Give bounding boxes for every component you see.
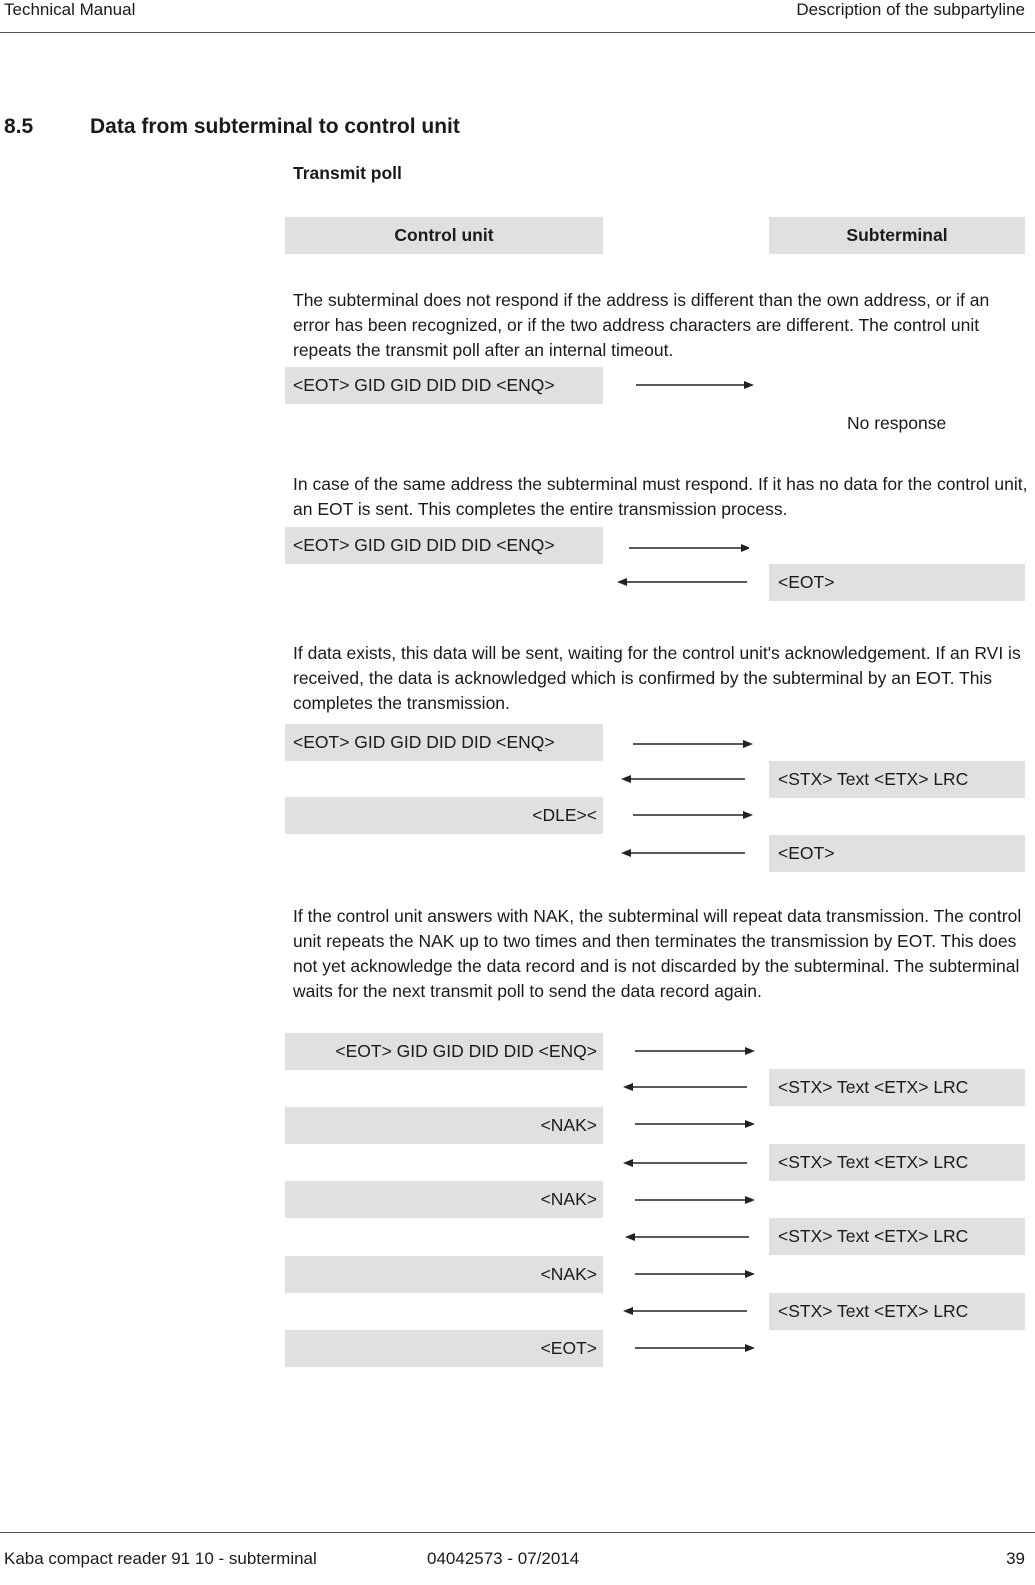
section-title: Data from subterminal to control unit [90, 115, 460, 138]
footer-product: Kaba compact reader 91 10 - subterminal [4, 1549, 317, 1568]
footer-doc-number: 04042573 - 07/2014 [427, 1549, 580, 1568]
arrow-right [635, 1269, 755, 1279]
subheading: Transmit poll [293, 163, 402, 183]
header-left: Technical Manual [4, 0, 136, 19]
message-stx: <STX> Text <ETX> LRC [769, 761, 1025, 798]
paragraph-no-response: The subterminal does not respond if the address is different than the own address, or if an error has been recognized, or if the two address characters are different. The control unit repeats the transmit poll after an internal timeout. [293, 290, 990, 360]
message-stx: <STX> Text <ETX> LRC [769, 1218, 1025, 1255]
column-control-unit: Control unit [285, 217, 603, 254]
arrow-left [623, 1306, 747, 1316]
arrow-left [617, 577, 747, 587]
arrow-left [625, 1232, 749, 1242]
message-nak: <NAK> [285, 1256, 603, 1293]
paragraph-data-exists: If data exists, this data will be sent, waiting for the control unit's acknowledgement. If an RVI is received, the data is acknowledged which is confirmed by the subterminal by an EOT. This completes the transmission. [293, 643, 1021, 713]
section-number: 8.5 [4, 115, 34, 138]
message-eot: <EOT> [769, 835, 1025, 872]
header-right: Description of the subpartyline [796, 0, 1025, 19]
message-nak: <NAK> [285, 1107, 603, 1144]
message-dle: <DLE>< [285, 797, 603, 834]
arrow-right [633, 739, 753, 749]
message-eot: <EOT> [285, 1330, 603, 1367]
message-poll: <EOT> GID GID DID DID <ENQ> [285, 527, 603, 564]
message-poll: <EOT> GID GID DID DID <ENQ> [285, 724, 603, 761]
page-number: 39 [1006, 1549, 1025, 1568]
message-eot: <EOT> [769, 564, 1025, 601]
arrow-right [629, 543, 749, 553]
arrow-right [635, 1195, 755, 1205]
no-response-label: No response [847, 413, 947, 433]
arrow-right [635, 1343, 755, 1353]
arrow-left [621, 848, 745, 858]
paragraph-nak: If the control unit answers with NAK, the subterminal will repeat data transmission. The control unit repeats the NAK up to two times and then terminates the transmission by EOT. This does not yet acknowledge the data record and is not discarded by the subterminal. The subterminal waits for the next transmit poll to send the data record again. [293, 906, 1022, 1001]
arrow-left [623, 1158, 747, 1168]
message-stx: <STX> Text <ETX> LRC [769, 1144, 1025, 1181]
arrow-right [635, 1119, 755, 1129]
arrow-left [623, 1082, 747, 1092]
message-nak: <NAK> [285, 1181, 603, 1218]
arrow-left [621, 774, 745, 784]
message-poll: <EOT> GID GID DID DID <ENQ> [285, 1033, 603, 1070]
arrow-right [633, 810, 753, 820]
message-stx: <STX> Text <ETX> LRC [769, 1069, 1025, 1106]
footer-rule [0, 1532, 1035, 1533]
column-subterminal: Subterminal [769, 217, 1025, 254]
arrow-right [636, 380, 756, 390]
arrow-right [635, 1046, 755, 1056]
paragraph-eot: In case of the same address the subterminal must respond. If it has no data for the control unit, an EOT is sent. This completes the entire transmission process. [293, 474, 1028, 519]
header-rule [0, 32, 1035, 33]
message-poll: <EOT> GID GID DID DID <ENQ> [285, 367, 603, 404]
message-stx: <STX> Text <ETX> LRC [769, 1293, 1025, 1330]
